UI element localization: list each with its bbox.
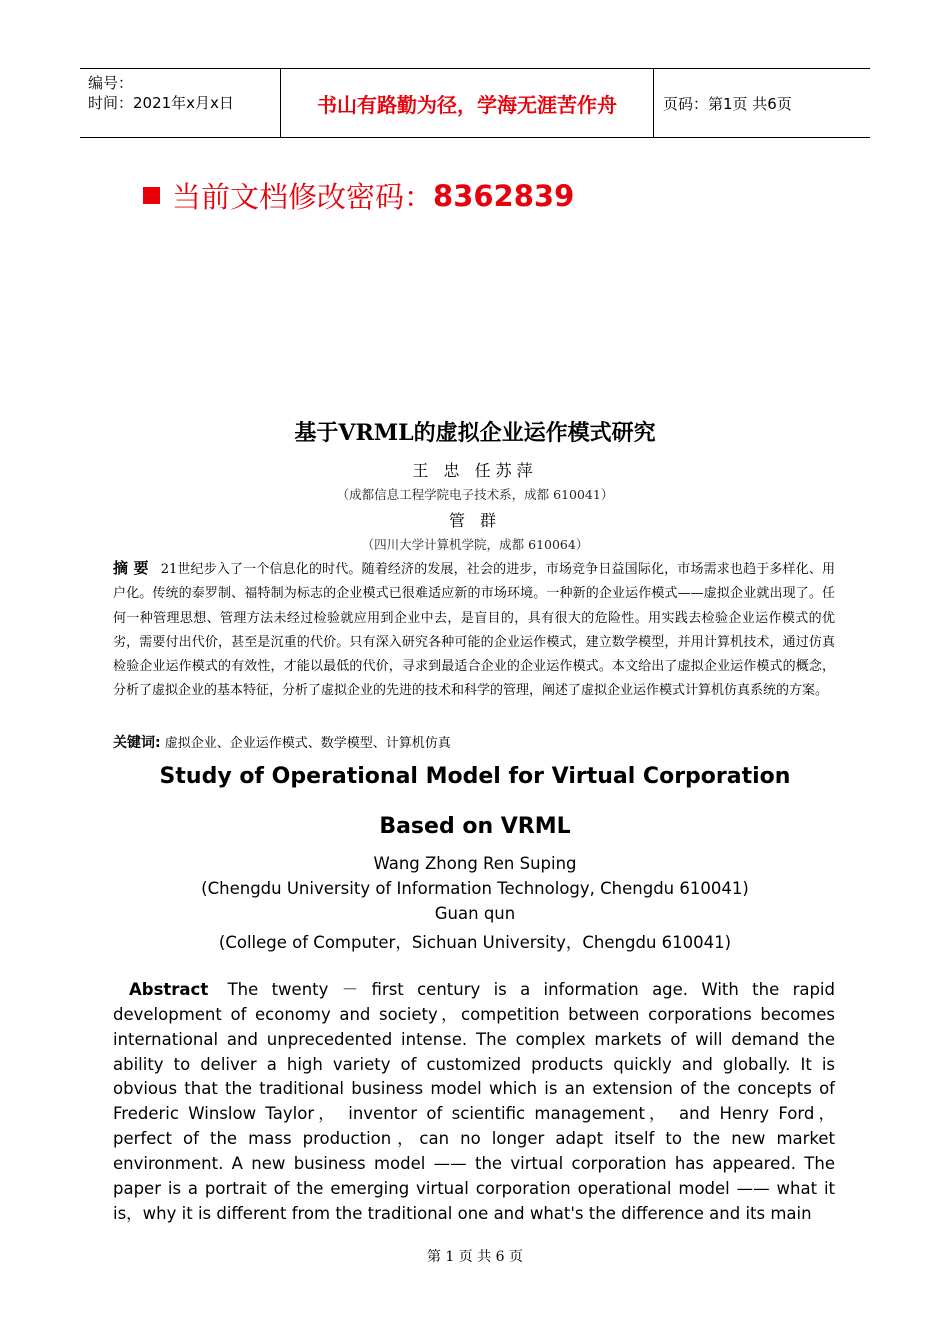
chinese-keywords (113, 732, 451, 752)
square-bullet-icon (143, 187, 160, 204)
chinese-abstract (113, 556, 835, 704)
password-label: 当前文档修改密码： (172, 180, 434, 214)
chinese-authors-2: 管 群 (448, 511, 502, 530)
english-authors-2: Guan qun (434, 904, 516, 923)
english-abstract (113, 978, 835, 1226)
password-value: 8362839 (433, 178, 575, 213)
header-meta (80, 69, 281, 137)
chinese-authors-1: 王 忠 任苏萍 (412, 461, 538, 480)
english-authors-1: Wang Zhong Ren Suping (373, 854, 577, 873)
english-affiliation-1: (Chengdu University of Information Technology, Chengdu 610041) (201, 879, 749, 898)
chinese-affiliation-1: （成都信息工程学院电子技术系，成都 610041） (336, 487, 614, 502)
chinese-title: 基于VRML的虚拟企业运作模式研究 (294, 420, 656, 446)
password-notice (143, 175, 574, 216)
page-footer: 第 1 页 共 6 页 (426, 1249, 524, 1265)
chinese-abstract-text: 21世纪步入了一个信息化的时代。随着经济的发展，社会的进步，市场竞争日益国际化，市场需求也趋于多样化、用户化。传统的泰罗制、福特制为标志的企业模式已很难适应新的市场环境。一种新的企业运作模式——虚拟企业就出现了。任何一种管理思想、管理方法未经过检验就应用到企业中去，是盲目的，具有很大的危险性。用实践去检验企业运作模式的优劣，需要付出代价，甚至是沉重的代价。只有深入研究各种可能的企业运作模式，建立数学模型，并用计算机技术，通过仿真检验企业运作模式的有效性，才能以最低的代价，寻求到最适合企业的企业运作模式。本文给出了虚拟企业运作模式的概念，分析了虚拟企业的基本特征，分析了虚拟企业的先进的技术和科学的管理，阐述了虚拟企业运作模式计算机仿真系统的方案。 (113, 562, 835, 699)
document-header (80, 68, 870, 138)
doc-date: 时间：2021年x月x日 (88, 94, 234, 112)
english-abstract-label: Abstract (129, 980, 209, 999)
english-affiliation-2: (College of Computer，Sichuan University，Chengdu 610041) (218, 933, 732, 952)
english-abstract-text: The twenty － first century is a information age. With the rapid development of economy and society，competition between corporations becomes international and unprecedented intense. The complex markets of will demand the ability to deliver a high variety of customized products quickly and globally. It is obvious that the traditional business model which is an extension of the concepts of Frederic Winslow Taylor， inventor of scientific management， and Henry Ford，perfect of the mass production，can no longer adapt itself to the new market environment. A new business model —— the virtual corporation has appeared. The paper is a portrait of the emerging virtual corporation operational model —— what it is，why it is different from the traditional one and what's the difference and its main (113, 980, 835, 1223)
english-title-line-1: Study of Operational Model for Virtual Corporation (159, 764, 791, 789)
keywords-text: 虚拟企业、企业运作模式、数学模型、计算机仿真 (164, 736, 451, 751)
english-title-line-2: Based on VRML (379, 814, 571, 839)
keywords-label: 关键词: (113, 735, 161, 751)
doc-number: 编号： (88, 74, 134, 92)
header-motto: 书山有路勤为径，学海无涯苦作舟 (281, 69, 654, 137)
chinese-affiliation-2: （四川大学计算机学院，成都 610064） (361, 537, 589, 552)
chinese-abstract-label: 摘 要 (113, 559, 149, 577)
header-page-info: 页码：第1页 共6页 (663, 94, 792, 113)
